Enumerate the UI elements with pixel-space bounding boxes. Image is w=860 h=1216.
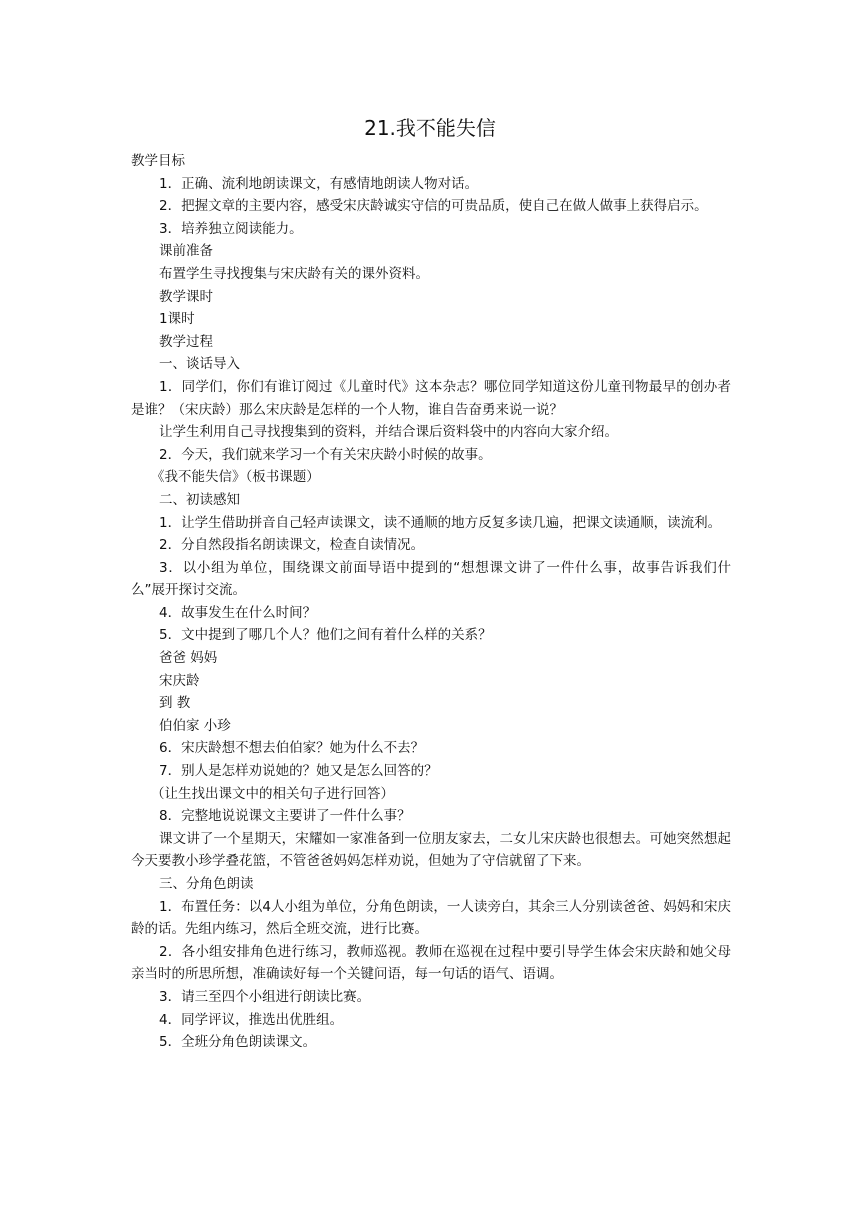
section-heading-preparation: 课前准备 — [159, 243, 213, 260]
section-heading-teaching-goals: 教学目标 — [131, 153, 185, 169]
paragraph: 3．请三至四个小组进行朗读比赛。 — [159, 988, 371, 1005]
relation-line: 宋庆龄 — [159, 672, 200, 689]
paragraph: 4．同学评议，推选出优胜组。 — [159, 1011, 344, 1028]
paragraph: 《我不能失信》（板书课题） — [151, 469, 320, 486]
paragraph: 8．完整地说说课文主要讲了一件什么事？ — [159, 808, 411, 825]
paragraph: 2．分自然段指名朗读课文，检查自读情况。 — [159, 537, 425, 554]
paragraph: 6．宋庆龄想不想去伯伯家？她为什么不去？ — [159, 740, 425, 757]
document-body — [131, 150, 731, 1054]
relation-line: 伯伯家 小珍 — [159, 717, 231, 734]
paragraph: 1．同学们，你们有谁订阅过《儿童时代》这本杂志？哪位同学知道这份儿童刊物最早的创办者是谁？（宋庆龄）那么宋庆龄是怎样的一个人物，谁自告奋勇来说一说？ — [131, 378, 731, 418]
relation-line: 到 教 — [159, 695, 191, 712]
paragraph: 3．以小组为单位，围绕课文前面导语中提到的“想想课文讲了一件什么事，故事告诉我们什么”展开探讨交流。 — [131, 559, 731, 599]
goal-item: 2．把握文章的主要内容，感受宋庆龄诚实守信的可贵品质，使自己在做人做事上获得启示。 — [159, 198, 708, 215]
paragraph: 课文讲了一个星期天，宋耀如一家准备到一位朋友家去，二女儿宋庆龄也很想去。可她突然想起今天要教小珍学叠花篮，不管爸爸妈妈怎样劝说，但她为了守信就留了下来。 — [131, 830, 731, 870]
subsection-heading: 一、谈话导入 — [159, 356, 240, 373]
paragraph: 让学生利用自己寻找搜集到的资料，并结合课后资料袋中的内容向大家介绍。 — [159, 424, 618, 441]
goal-item: 3．培养独立阅读能力。 — [159, 220, 303, 237]
section-heading-class-hours: 教学课时 — [159, 288, 213, 305]
paragraph: 5．全班分角色朗读课文。 — [159, 1034, 317, 1051]
subsection-heading: 二、初读感知 — [159, 491, 240, 508]
subsection-heading: 三、分角色朗读 — [159, 876, 254, 892]
paragraph: 1．布置任务：以4人小组为单位，分角色朗读，一人读旁白，其余三人分别读爸爸、妈妈和宋庆龄的话。先组内练习，然后全班交流，进行比赛。 — [131, 898, 731, 938]
section-heading-teaching-process: 教学过程 — [159, 333, 213, 350]
goal-item: 1．正确、流利地朗读课文，有感情地朗读人物对话。 — [159, 175, 479, 192]
relation-line: 爸爸 妈妈 — [159, 650, 218, 667]
paragraph: 2．今天，我们就来学习一个有关宋庆龄小时候的故事。 — [159, 446, 492, 463]
paragraph: 1．让学生借助拼音自己轻声读课文，读不通顺的地方反复多读几遍，把课文读通顺，读流利。 — [159, 514, 722, 531]
paragraph: 7．别人是怎样劝说她的？她又是怎么回答的？ — [159, 763, 438, 780]
paragraph: （让生找出课文中的相关句子进行回答） — [151, 785, 394, 802]
page-title: 21.我不能失信 — [364, 116, 496, 140]
paragraph: 4．故事发生在什么时间？ — [159, 604, 317, 621]
paragraph: 布置学生寻找搜集与宋庆龄有关的课外资料。 — [159, 265, 429, 282]
paragraph: 5．文中提到了哪几个人？他们之间有着什么样的关系？ — [159, 627, 492, 644]
paragraph: 2．各小组安排角色进行练习，教师巡视。教师在巡视在过程中要引导学生体会宋庆龄和她父母亲当时的所思所想，准确读好每一个关键问语，每一句话的语气、语调。 — [131, 943, 731, 983]
paragraph: 1课时 — [159, 311, 195, 328]
